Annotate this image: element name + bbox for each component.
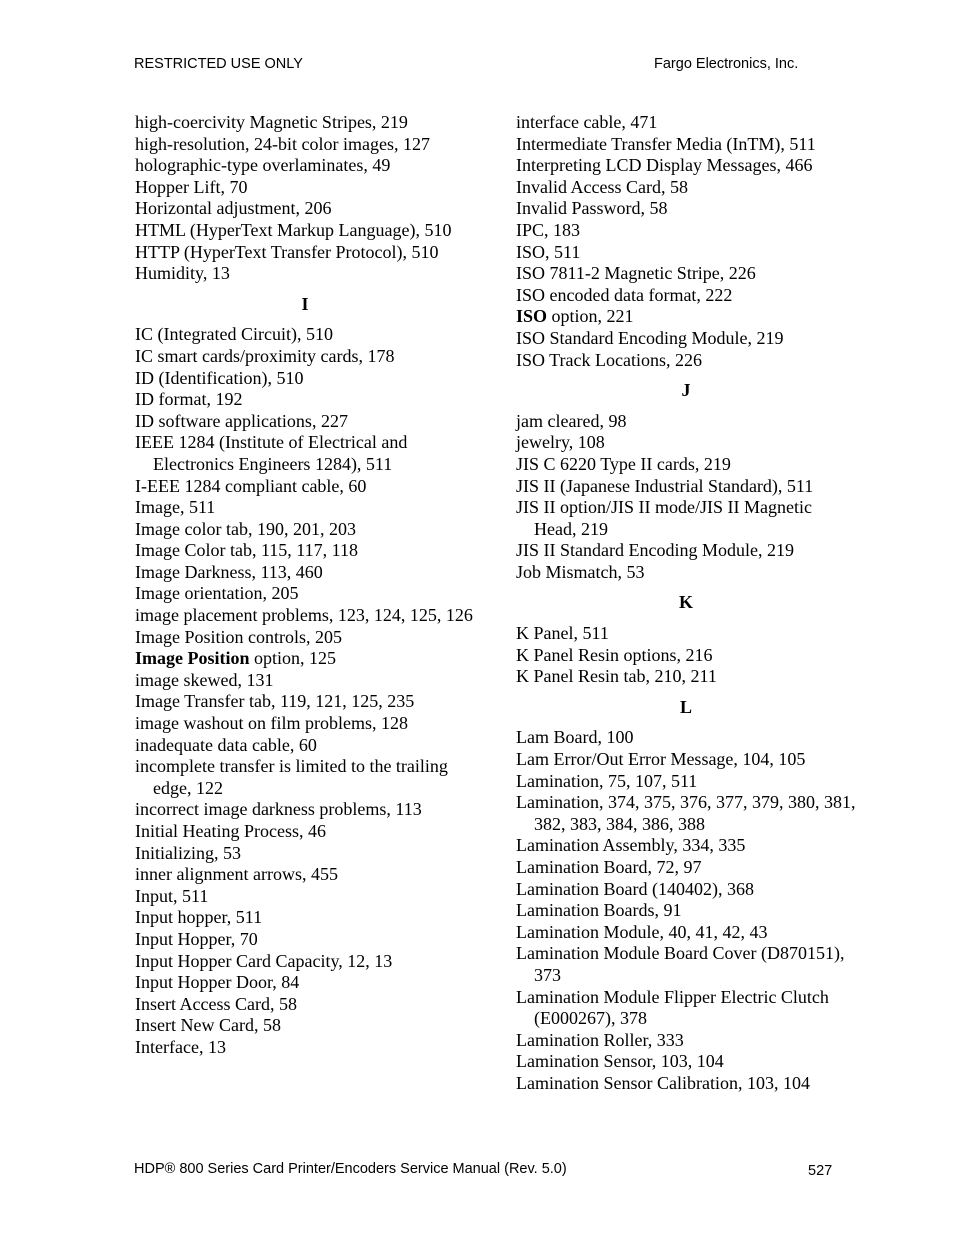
index-entry: Lamination Assembly, 334, 335	[516, 835, 746, 856]
index-entry: incorrect image darkness problems, 113	[135, 799, 422, 820]
index-letter-heading: J	[681, 380, 691, 401]
page-number: 527	[808, 1163, 833, 1179]
index-entry: Intermediate Transfer Media (InTM), 511	[516, 133, 816, 154]
index-column-right	[516, 112, 856, 1095]
index-entry: Image, 511	[135, 497, 216, 518]
index-entry: Lamination, 374, 375, 376, 377, 379, 380, 381, 382, 383, 384, 386, 388	[516, 792, 856, 834]
index-entry: Insert Access Card, 58	[135, 993, 297, 1014]
index-entry: Image Position controls, 205	[135, 626, 342, 647]
index-letter-heading: L	[679, 696, 692, 717]
index-entry: Lamination Board, 72, 97	[516, 857, 702, 877]
index-entry: HTTP (HyperText Transfer Protocol), 510	[135, 241, 439, 262]
index-entry: JIS II option/JIS II mode/JIS II Magnetic Head, 219	[516, 497, 812, 539]
index-entry: ISO 7811-2 Magnetic Stripe, 226	[516, 263, 756, 284]
index-entry: high-coercivity Magnetic Stripes, 219	[135, 112, 408, 132]
index-entry: ISO encoded data format, 222	[516, 284, 733, 305]
index-entry: Job Mismatch, 53	[516, 561, 645, 582]
index-entry: Lamination Module Flipper Electric Clutch (E000267), 378	[516, 986, 829, 1029]
index-entry: image washout on film problems, 128	[135, 713, 408, 734]
index-entry: K Panel Resin options, 216	[516, 644, 713, 665]
index-letter-heading: I	[301, 293, 309, 314]
index-entry: Lamination Sensor Calibration, 103, 104	[516, 1072, 810, 1093]
index-entry: jam cleared, 98	[516, 410, 627, 431]
index-entry: Input Hopper Door, 84	[135, 972, 300, 993]
index-entry: Image orientation, 205	[135, 583, 299, 604]
index-entry: ID software applications, 227	[135, 410, 348, 431]
footer-title: HDP® 800 Series Card Printer/Encoders Service Manual (Rev. 5.0)	[134, 1161, 567, 1177]
index-entry: Image Transfer tab, 119, 121, 125, 235	[135, 691, 415, 712]
index-entry: Input Hopper, 70	[135, 928, 258, 949]
index-entry: JIS II (Japanese Industrial Standard), 511	[516, 475, 814, 496]
index-entry: ISO, 511	[516, 241, 581, 262]
index-entry-text: option, 221	[547, 306, 634, 327]
index-entry: Lamination Roller, 333	[516, 1029, 684, 1050]
index-entry: Insert New Card, 58	[135, 1015, 281, 1036]
index-entry: ID (Identification), 510	[135, 367, 304, 388]
index-letter-heading: K	[678, 592, 693, 613]
index-entry: HTML (HyperText Markup Language), 510	[135, 219, 452, 240]
index-entry: JIS II Standard Encoding Module, 219	[516, 540, 794, 561]
index-entry: jewelry, 108	[516, 432, 605, 453]
index-entry: Lamination Boards, 91	[516, 900, 682, 921]
index-entry: Humidity, 13	[135, 263, 230, 284]
index-entry: Image Darkness, 113, 460	[135, 561, 323, 582]
index-entry: high-resolution, 24-bit color images, 127	[135, 133, 430, 154]
index-entry: ISO Track Locations, 226	[516, 349, 702, 370]
index-column-left	[135, 112, 475, 1059]
index-entry: Input, 511	[135, 885, 209, 906]
index-entry: incomplete transfer is limited to the trailing edge, 122	[135, 756, 448, 798]
index-entry-text: option, 125	[249, 648, 337, 669]
index-entry	[516, 306, 856, 328]
index-entry: Invalid Access Card, 58	[516, 176, 688, 197]
index-entry: image skewed, 131	[135, 669, 274, 690]
index-entry: Initial Heating Process, 46	[135, 821, 326, 841]
header-left: RESTRICTED USE ONLY	[134, 56, 303, 72]
index-entry: IEEE 1284 (Institute of Electrical and Electronics Engineers 1284), 511	[135, 432, 408, 474]
index-entry: Horizontal adjustment, 206	[135, 198, 332, 219]
index-entry-bold-term: Image Position	[135, 648, 250, 669]
index-entry: Initializing, 53	[135, 842, 241, 863]
index-entry: Lam Error/Out Error Message, 104, 105	[516, 749, 806, 770]
index-entry: ISO Standard Encoding Module, 219	[516, 327, 784, 348]
index-entry: Lamination, 75, 107, 511	[516, 770, 698, 791]
index-entry: ID format, 192	[135, 389, 243, 410]
index-entry: inadequate data cable, 60	[135, 734, 317, 755]
index-entry: JIS C 6220 Type II cards, 219	[516, 453, 731, 474]
index-entry: Lam Board, 100	[516, 727, 634, 748]
index-entry: Lamination Module Board Cover (D870151), 373	[516, 943, 845, 985]
index-entry: interface cable, 471	[516, 112, 658, 132]
index-entry: Lamination Module, 40, 41, 42, 43	[516, 921, 768, 942]
index-entry: Hopper Lift, 70	[135, 176, 248, 197]
index-entry: Input Hopper Card Capacity, 12, 13	[135, 950, 393, 971]
index-entry: K Panel Resin tab, 210, 211	[516, 666, 717, 687]
index-entry: I-EEE 1284 compliant cable, 60	[135, 475, 367, 496]
index-entry-bold-term: ISO	[516, 306, 548, 327]
index-entry: K Panel, 511	[516, 623, 609, 644]
index-entry: Interpreting LCD Display Messages, 466	[516, 155, 813, 176]
index-entry: Input hopper, 511	[135, 907, 263, 928]
index-entry: Lamination Sensor, 103, 104	[516, 1051, 724, 1072]
index-entry: Interface, 13	[135, 1036, 226, 1057]
index-entry: Invalid Password, 58	[516, 198, 668, 219]
index-entry: Image color tab, 190, 201, 203	[135, 518, 356, 539]
index-entry: IPC, 183	[516, 219, 581, 240]
index-entry: holographic-type overlaminates, 49	[135, 155, 391, 176]
index-entry: Image Color tab, 115, 117, 118	[135, 540, 358, 561]
index-entry: IC smart cards/proximity cards, 178	[135, 345, 395, 366]
index-entry: image placement problems, 123, 124, 125, 126	[135, 605, 473, 626]
index-entry	[135, 648, 475, 670]
index-entry: IC (Integrated Circuit), 510	[135, 324, 333, 345]
header-right: Fargo Electronics, Inc.	[654, 56, 799, 72]
index-entry: Lamination Board (140402), 368	[516, 878, 754, 899]
index-entry: inner alignment arrows, 455	[135, 864, 338, 885]
